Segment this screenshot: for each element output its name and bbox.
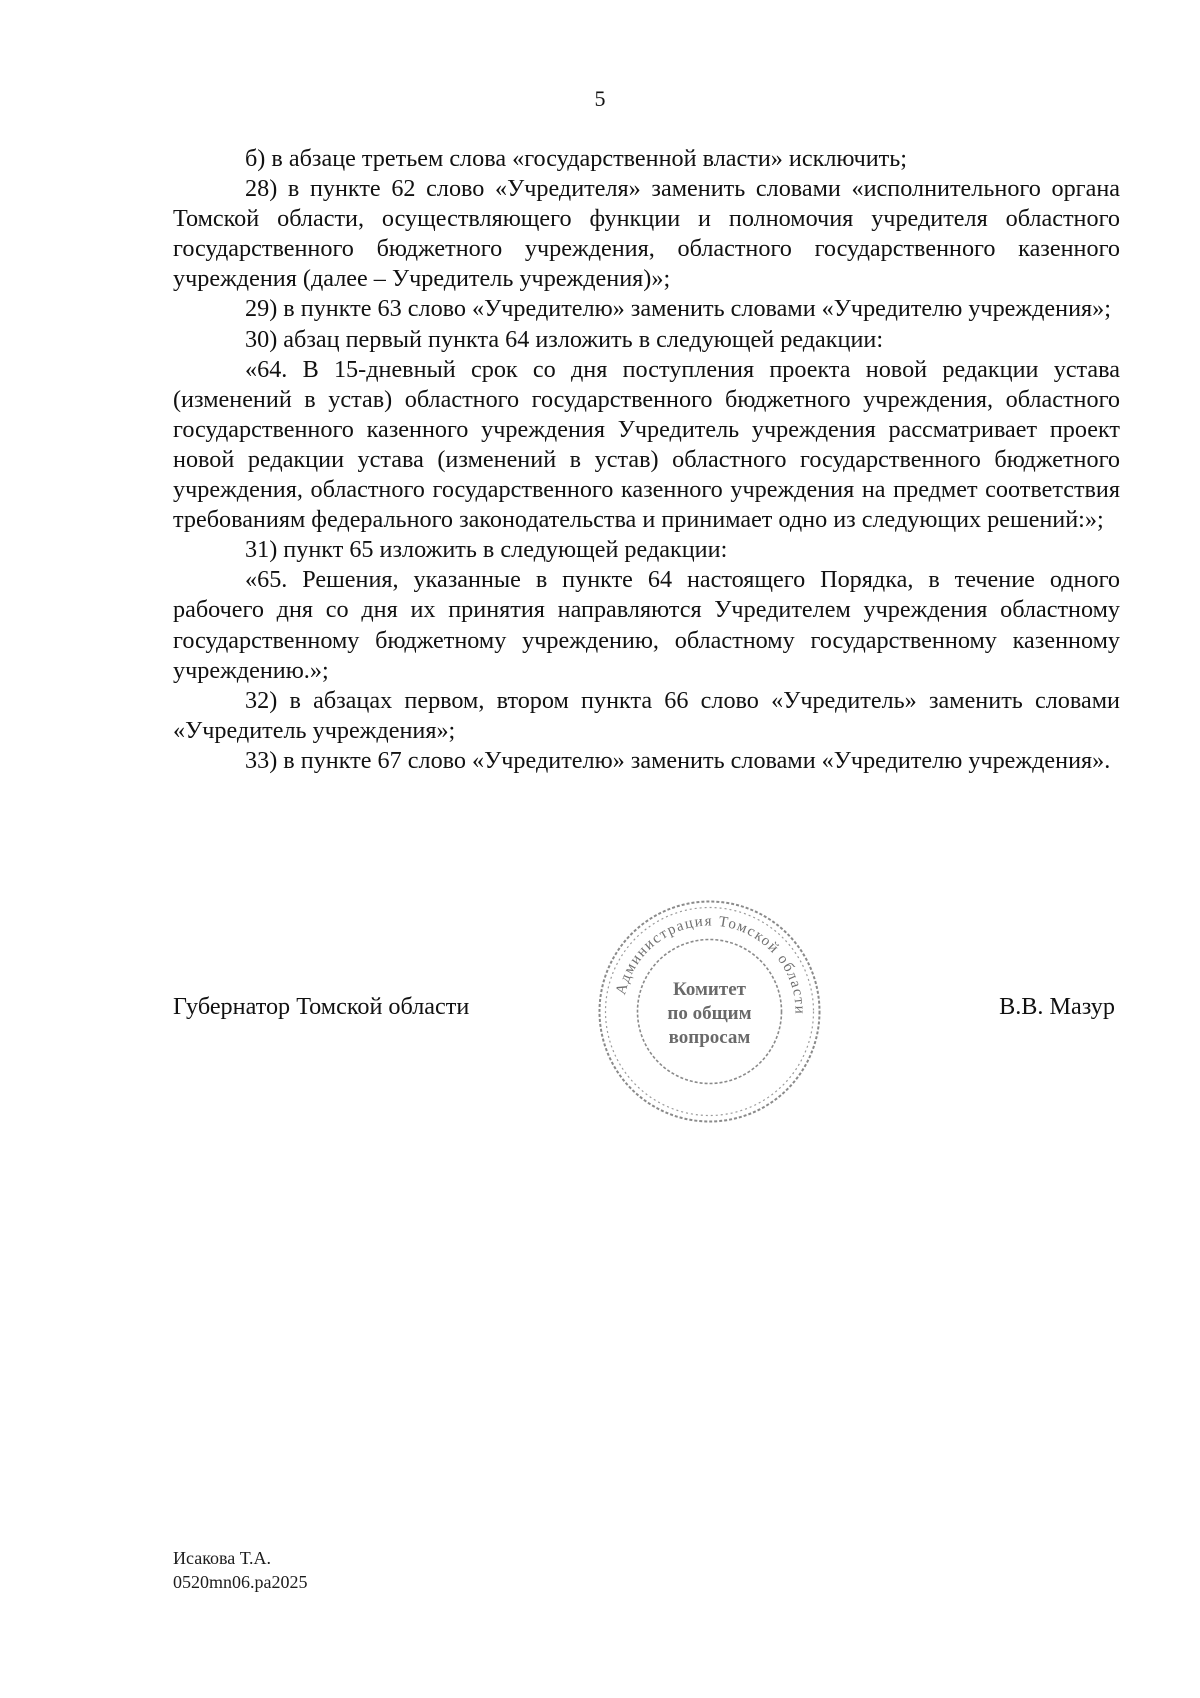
document-code: 0520mn06.pa2025 [173, 1572, 308, 1592]
page-number: 5 [594, 86, 606, 111]
official-stamp [597, 899, 822, 1124]
paragraph-b: б) в абзаце третьем слова «государственной власти» исключить; [245, 145, 908, 172]
stamp-ring-text: Администрация Томской области [613, 913, 808, 1016]
paragraph-33: 33) в пункте 67 слово «Учредителю» заменить словами «Учредителю учреждения». [245, 746, 1111, 774]
signer-position: Губернатор Томской области [173, 993, 470, 1020]
footer-block [173, 1546, 308, 1594]
paragraph-29: 29) в пункте 63 слово «Учредителю» заменить словами «Учредителю учреждения»; [245, 295, 1111, 323]
stamp-line-2: по общим [667, 1003, 752, 1024]
paragraph-32: 32) в абзацах первом, втором пункта 66 слово «Учредитель» заменить словами «Учредитель учреждения»; [173, 686, 1120, 744]
paragraph-64-text: «64. В 15-дневный срок со дня поступления проекта новой редакции устава (изменений в устав) областного государственного бюджетного учреждения, областного государственного казенного учреждения Учредитель учреждения рассматривает проект новой редакции устава (изменений в устав) областного государственного бюджетного учреждения, областного государственного казенного учреждения на предмет соответствия требованиям федерального законодательства и принимает одно из следующих решений:»; [173, 355, 1120, 534]
stamp-line-1: Комитет [673, 979, 746, 1000]
paragraph-31: 31) пункт 65 изложить в следующей редакции: [245, 536, 728, 564]
stamp-seal-icon [597, 899, 822, 1124]
document-body [173, 144, 1120, 776]
stamp-line-3: вопросам [668, 1027, 751, 1048]
svg-text:Администрация Томской области [613, 913, 807, 1015]
executor-name: Исакова Т.А. [173, 1548, 271, 1568]
paragraph-65-text: «65. Решения, указанные в пункте 64 настоящего Порядка, в течение одного рабочего дня со дня их принятия направляются Учредителем учреждения областному государственному бюджетному учреждению, областному государственному казенному учреждению.»; [173, 566, 1120, 684]
paragraph-28: 28) в пункте 62 слово «Учредителя» заменить словами «исполнительного органа Томской области, осуществляющего функции и полномочия учредителя областного государственного бюджетного учреждения, областного государственного казенного учреждения (далее – Учредитель учреждения)»; [173, 175, 1120, 293]
paragraph-30: 30) абзац первый пункта 64 изложить в следующей редакции: [245, 325, 884, 353]
signer-name: В.В. Мазур [999, 993, 1115, 1020]
